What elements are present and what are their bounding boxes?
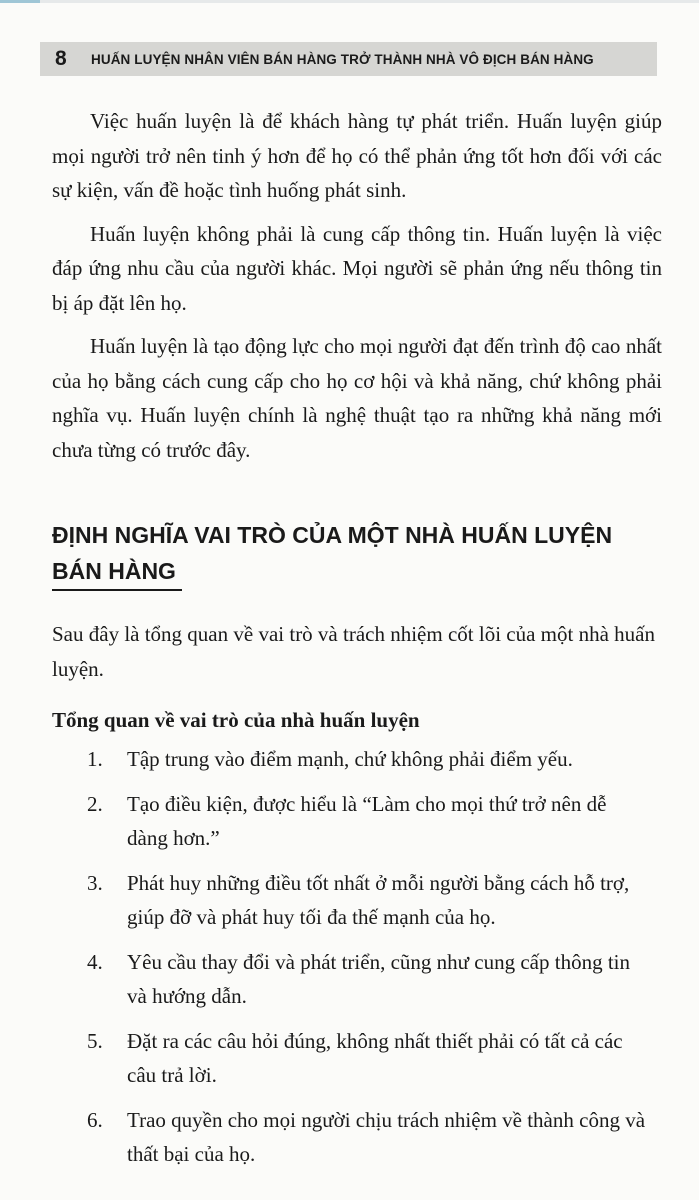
list-item [52,945,662,1013]
list-item-number: 6. [87,1108,103,1132]
running-header [40,42,657,76]
page-number: 8 [55,47,67,70]
list-item-text: Yêu cầu thay đổi và phát triển, cũng như cung cấp thông tin và hướng dẫn. [127,950,630,1008]
list-item-text: Đặt ra các câu hỏi đúng, không nhất thiết phải có tất cả các câu trả lời. [127,1029,623,1087]
list-item [52,742,662,776]
list-item-number: 4. [87,950,103,974]
list-item [52,1103,662,1171]
list-item-text: Trao quyền cho mọi người chịu trách nhiệm về thành công và thất bại của họ. [127,1108,646,1166]
subheading: Tổng quan về vai trò của nhà huấn luyện [52,708,420,732]
edge-accent [0,0,40,3]
list-item [52,866,662,934]
list-item-number: 2. [87,792,103,816]
list-item [52,787,662,855]
roles-list [52,742,662,1171]
list-item-text: Phát huy những điều tốt nhất ở mỗi người bằng cách hỗ trợ, giúp đỡ và phát huy tối đa thế mạnh của họ. [127,871,630,929]
list-item [52,1024,662,1092]
list-item-number: 5. [87,1029,103,1053]
list-item-text: Tạo điều kiện, được hiểu là “Làm cho mọi thứ trở nên dễ dàng hơn.” [127,792,607,850]
list-item-number: 3. [87,871,103,895]
body-paragraph: Huấn luyện là tạo động lực cho mọi người đạt đến trình độ cao nhất của họ bằng cách cung cấp cho họ cơ hội và khả năng, chứ không phải nghĩa vụ. Huấn luyện chính là nghệ thuật tạo ra những khả năng mới chưa từng có trước đây. [52,334,662,462]
list-item-number: 1. [87,747,103,771]
body-paragraph: Việc huấn luyện là để khách hàng tự phát triển. Huấn luyện giúp mọi người trở nên tinh ý hơn để họ có thể phản ứng tốt hơn đối với các sự kiện, vấn đề hoặc tình huống phát sinh. [52,109,662,202]
running-title: HUẤN LUYỆN NHÂN VIÊN BÁN HÀNG TRỞ THÀNH NHÀ VÔ ĐỊCH BÁN HÀNG [91,51,594,67]
section-title-underline [52,589,182,591]
list-item-text: Tập trung vào điểm mạnh, chứ không phải điểm yếu. [127,747,573,771]
section-intro: Sau đây là tổng quan về vai trò và trách nhiệm cốt lõi của một nhà huấn luyện. [52,622,655,681]
body-paragraph: Huấn luyện không phải là cung cấp thông tin. Huấn luyện là việc đáp ứng nhu cầu của người khác. Mọi người sẽ phản ứng nếu thông tin bị áp đặt lên họ. [52,221,662,315]
page-body [52,104,662,1182]
section-title: ĐỊNH NGHĨA VAI TRÒ CỦA MỘT NHÀ HUẤN LUYỆN BÁN HÀNG [52,522,613,584]
page-top-edge [0,0,699,3]
